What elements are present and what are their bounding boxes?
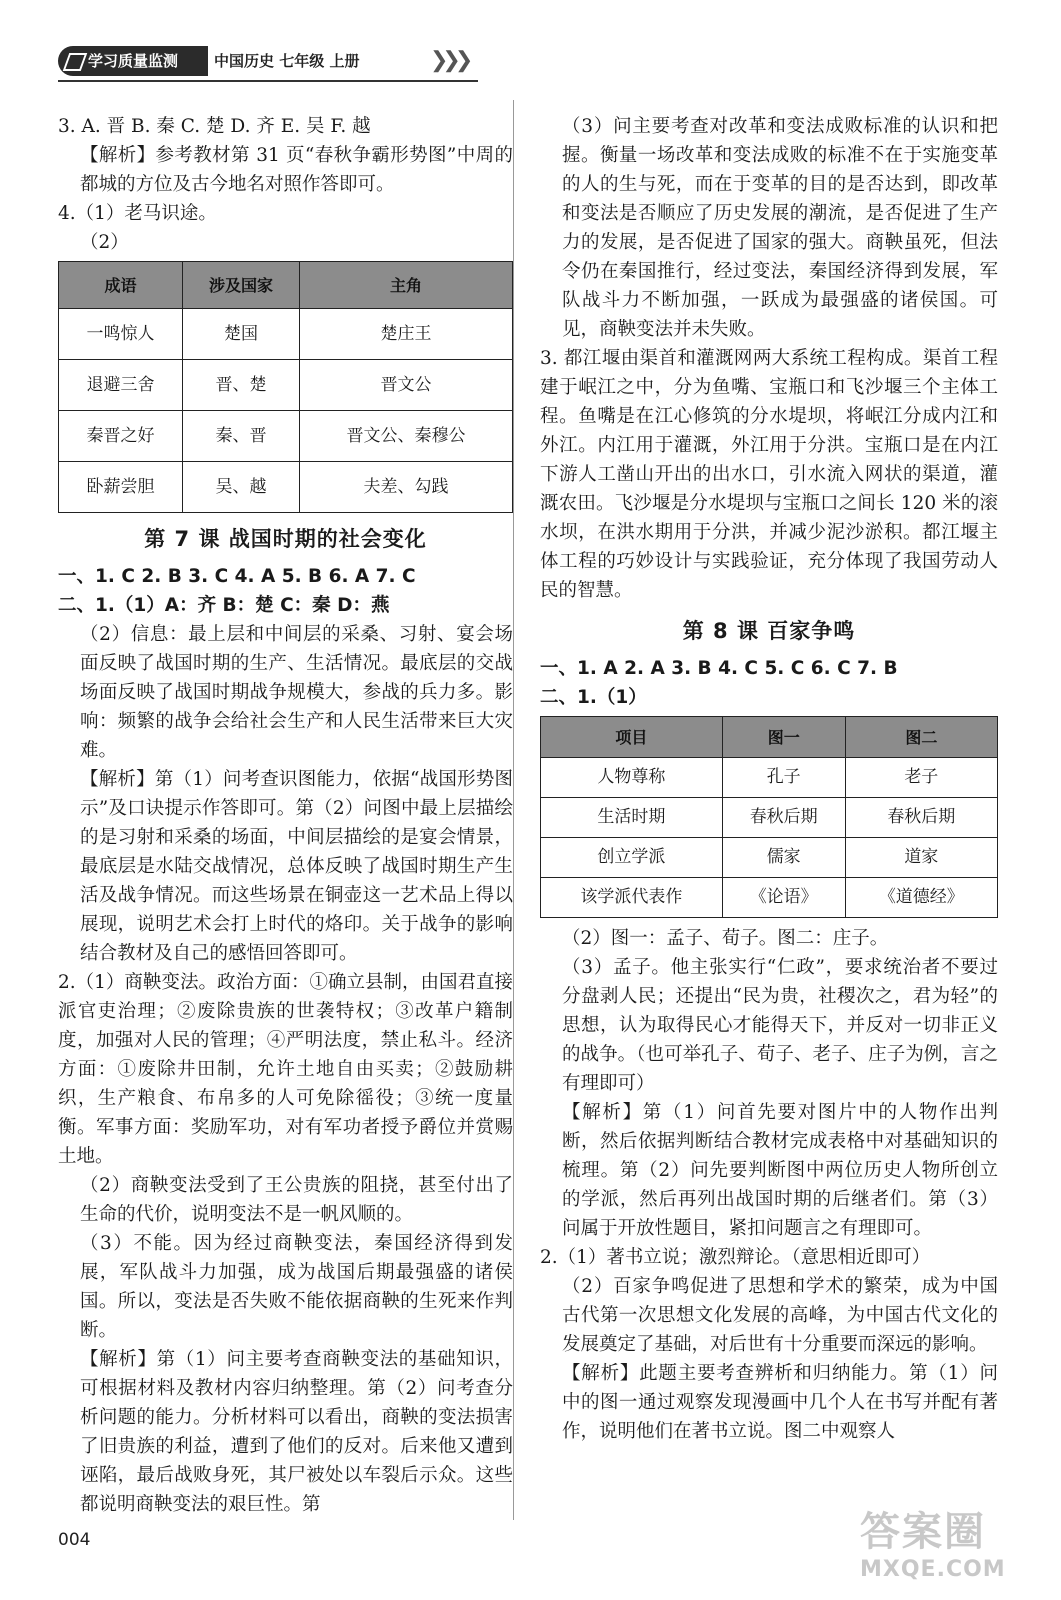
table-header-cell: 主角 [299, 262, 512, 309]
table-row [59, 462, 513, 513]
lesson-8-title: 第 8 课 百家争鸣 [682, 619, 856, 643]
lesson7-q2-part2: （2）商鞅变法受到了王公贵族的阻挠，甚至付出了生命的代价，说明变法不是一帆风顺的。 [80, 1175, 513, 1225]
lesson7-part1-answers: 一、1. C 2. B 3. C 4. A 5. B 6. A 7. C [58, 566, 416, 587]
lesson8-q1-part2: （2）图一：孟子、荀子。图二：庄子。 [562, 928, 889, 949]
table-cell: 晋文公、秦穆公 [299, 411, 512, 462]
table-cell: 卧薪尝胆 [59, 462, 183, 513]
watermark-url: MXQE.COM [860, 1557, 1006, 1582]
table-cell: 秦、晋 [182, 411, 299, 462]
q3-analysis: 【解析】参考教材第 31 页“春秋争霸形势图”中周的都城的方位及古今地名对照作答即可。 [80, 145, 513, 195]
table-row [541, 838, 998, 878]
table-header-cell: 成语 [59, 262, 183, 309]
left-column [58, 112, 513, 1519]
table-cell: 春秋后期 [845, 798, 997, 838]
table-cell: 人物尊称 [541, 758, 723, 798]
table-cell: 《论语》 [722, 878, 845, 918]
table-cell: 一鸣惊人 [59, 309, 183, 360]
table-cell: 退避三舍 [59, 360, 183, 411]
table-header-cell: 图一 [722, 717, 845, 758]
lesson8-q1-analysis: 【解析】第（1）问首先要对图片中的人物作出判断，然后依据判断结合教材完成表格中对基础知识的梳理。第（2）问先要判断图中两位历史人物所创立的学派，然后再列出战国时期的后继者们。第（3）问属于开放性题目，紧扣问题言之有理即可。 [562, 1102, 998, 1239]
table-header-cell: 项目 [541, 717, 723, 758]
chevron-arrows-icon: ❯❯❯ [430, 48, 468, 73]
table-cell: 生活时期 [541, 798, 723, 838]
lesson8-part1-answers: 一、1. A 2. A 3. B 4. C 5. C 6. C 7. B [540, 658, 898, 679]
table-cell: 该学派代表作 [541, 878, 723, 918]
q4-part2: （2） [80, 232, 129, 253]
table-cell: 夫差、勾践 [299, 462, 512, 513]
table-cell: 晋文公 [299, 360, 512, 411]
table-cell: 晋、楚 [182, 360, 299, 411]
q3-answer: 3. A. 晋 B. 秦 C. 楚 D. 齐 E. 吴 F. 越 [58, 116, 371, 137]
table-row [541, 878, 998, 918]
table-header-cell: 涉及国家 [182, 262, 299, 309]
table-cell: 春秋后期 [722, 798, 845, 838]
header-badge: 学习质量监测 [58, 46, 208, 76]
table-cell: 吴、越 [182, 462, 299, 513]
lesson7-q3-answer: 3. 都江堰由渠首和灌溉网两大系统工程构成。渠首工程建于岷江之中，分为鱼嘴、宝瓶口和飞沙堰三个主体工程。鱼嘴是在江心修筑的分水堤坝，将岷江分成内江和外江。内江用于灌溉，外江用于分洪。宝瓶口是在内江下游人工凿山开出的出水口，引水流入网状的渠道，灌溉农田。飞沙堰是分水堤坝与宝瓶口之间长 120 米的滚水坝，在洪水期用于分洪，并减少泥沙淤积。都江堰主体工程的巧妙设计与实践验证，充分体现了我国劳动人民的智慧。 [540, 348, 998, 601]
lesson8-q2-part2: （2）百家争鸣促进了思想和学术的繁荣，成为中国古代第一次思想文化发展的高峰，为中国古代文化的发展奠定了基础，对后世有十分重要而深远的影响。 [562, 1276, 998, 1355]
table-cell: 楚国 [182, 309, 299, 360]
header-subtitle: 中国历史 七年级 上册 [214, 52, 360, 70]
table-cell: 楚庄王 [299, 309, 512, 360]
right-column [540, 112, 998, 1446]
lesson7-q2-analysis: 【解析】第（1）问主要考查商鞅变法的基础知识，可根据材料及教材内容归纳整理。第（2）问考查分析问题的能力。分析材料可以看出，商鞅的变法损害了旧贵族的利益，遭到了他们的反对。后来他又遭到诬陷，最后战败身死，其尸被处以车裂后示众。这些都说明商鞅变法的艰巨性。第 [80, 1349, 513, 1515]
table-row [541, 758, 998, 798]
lesson7-q1-part2: （2）信息：最上层和中间层的采桑、习射、宴会场面反映了战国时期的生产、生活情况。最底层的交战场面反映了战国时期战争规模大，参战的兵力多。影响：频繁的战争会给社会生产和人民生活带来巨大灾难。 [80, 624, 513, 761]
lesson7-q2-analysis-cont: （3）问主要考查对改革和变法成败标准的认识和把握。衡量一场改革和变法成败的标准不在于实施变革的人的生与死，而在于变革的目的是否达到，即改革和变法是否顺应了历史发展的潮流，是否促进了生产力的发展，是否促进了国家的强大。商鞅虽死，但法令仍在秦国推行，经过变法，秦国经济得到发展，军队战斗力不断加强，一跃成为最强盛的诸侯国。可见，商鞅变法并未失败。 [562, 116, 998, 340]
table-row [59, 360, 513, 411]
lesson7-part2-q1: 二、1.（1）A：齐 B：楚 C：秦 D：燕 [58, 595, 390, 616]
table-row [59, 309, 513, 360]
table-row [541, 798, 998, 838]
table-header-row [59, 262, 513, 309]
header-rule [58, 80, 478, 82]
lesson7-q1-analysis: 【解析】第（1）问考查识图能力，依据“战国形势图示”及口诀提示作答即可。第（2）问图中最上层描绘的是习射和采桑的场面，中间层描绘的是宴会情景，最底层是水陆交战情况，总体反映了战国时期生产生活及战争情况。而这些场景在铜壶这一艺术品上得以展现，说明艺术会打上时代的烙印。关于战争的影响结合教材及自己的感悟回答即可。 [80, 769, 513, 964]
table-cell: 创立学派 [541, 838, 723, 878]
lesson8-q2-analysis: 【解析】此题主要考查辨析和归纳能力。第（1）问中的图一通过观察发现漫画中几个人在书写并配有著作，说明他们在著书立说。图二中观察人 [562, 1363, 998, 1442]
lesson-7-title: 第 7 课 战国时期的社会变化 [144, 527, 427, 551]
page-header [58, 42, 478, 82]
table-cell: 道家 [845, 838, 997, 878]
column-divider [513, 100, 514, 1520]
table-cell: 儒家 [722, 838, 845, 878]
lesson7-q2-part1: 2.（1）商鞅变法。政治方面：①确立县制，由国君直接派官吏治理；②废除贵族的世袭特权；③改革户籍制度，加强对人民的管理；④严明法度，禁止私斗。经济方面：①废除井田制，允许土地自由买卖；②鼓励耕织，生产粮食、布帛多的人可免除徭役；③统一度量衡。军事方面：奖励军功，对有军功者授予爵位并赏赐土地。 [58, 972, 513, 1167]
table-header-row [541, 717, 998, 758]
page-number: 004 [58, 1530, 91, 1550]
watermark-logo: 答案圈 [860, 1509, 986, 1555]
lesson8-q1-part3: （3）孟子。他主张实行“仁政”，要求统治者不要过分盘剥人民；还提出“民为贵，社稷次之，君为轻”的思想，认为取得民心才能得天下，并反对一切非正义的战争。（也可举孔子、荀子、老子、庄子为例，言之有理即可） [562, 957, 998, 1094]
table-row [59, 411, 513, 462]
table-header-cell: 图二 [845, 717, 997, 758]
table-cell: 老子 [845, 758, 997, 798]
lesson8-q2-part1: 2.（1）著书立说；激烈辩论。（意思相近即可） [540, 1247, 931, 1268]
idiom-table [58, 261, 513, 513]
table-cell: 孔子 [722, 758, 845, 798]
table-cell: 《道德经》 [845, 878, 997, 918]
watermark [860, 1500, 1006, 1582]
lesson8-part2-q1: 二、1.（1） [540, 687, 647, 708]
table-cell: 秦晋之好 [59, 411, 183, 462]
lesson7-q2-part3: （3）不能。因为经过商鞅变法，秦国经济得到发展，军队战斗力加强，成为战国后期最强盛的诸侯国。所以，变法是否失败不能依据商鞅的生死来作判断。 [80, 1233, 513, 1341]
q4-part1: 4.（1）老马识途。 [58, 203, 217, 224]
philosophers-table [540, 716, 998, 918]
